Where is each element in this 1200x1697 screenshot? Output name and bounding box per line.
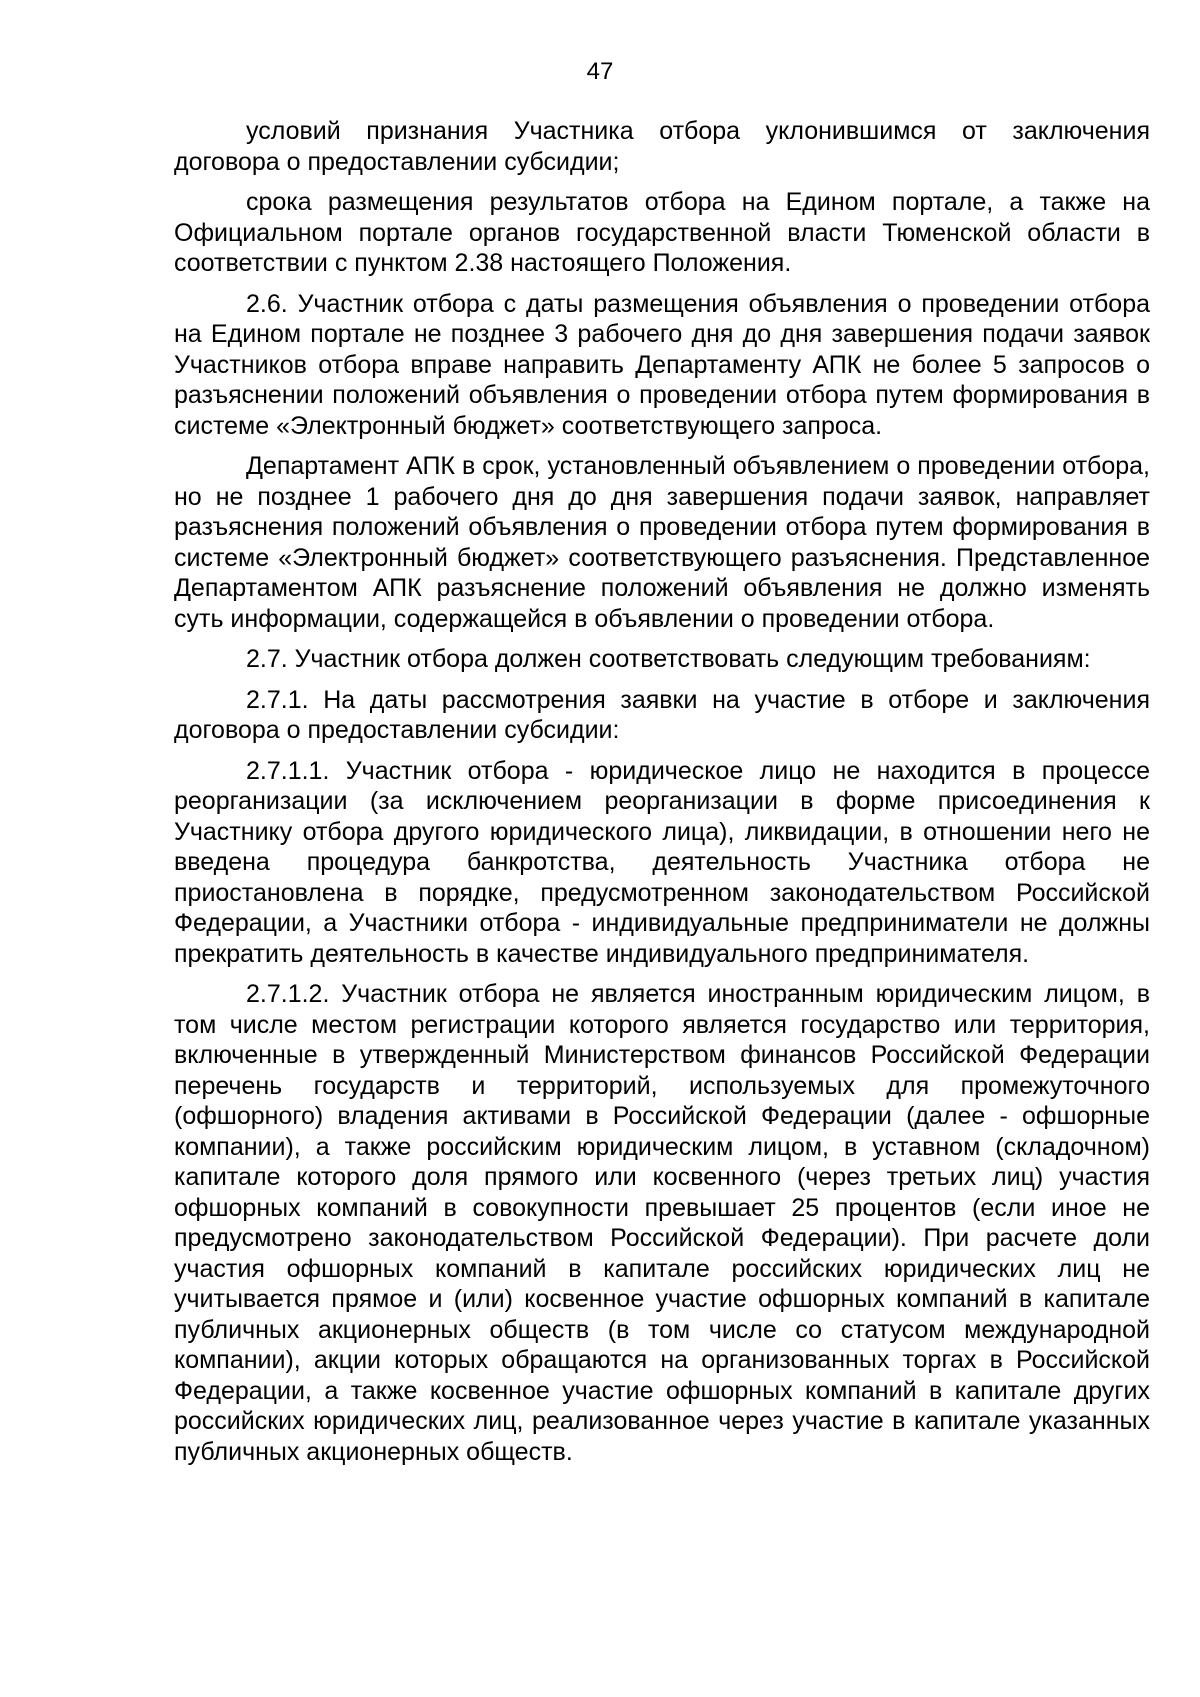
page-number: 47 xyxy=(586,58,614,85)
paragraph-2-6: 2.6. Участник отбора с даты размещения объявления о проведении отбора на Едином портале не позднее 3 рабочего дня до дня завершения подачи заявок Участников отбора вправе направить Департаменту АПК не более 5 запросов о разъяснении положений объявления о проведении отбора путем формирования в системе «Электронный бюджет» соответствующего запроса. xyxy=(174,289,1150,440)
paragraph-2-7-1: 2.7.1. На даты рассмотрения заявки на участие в отборе и заключения договора о предоставлении субсидии: xyxy=(174,685,1150,744)
paragraph-department-clarification: Департамент АПК в срок, установленный объявлением о проведении отбора, но не позднее 1 рабочего дня до дня завершения подачи заявок, направляет разъяснения положений объявления о проведении отбора путем формирования в системе «Электронный бюджет» соответствующего разъяснения. Представленное Департаментом АПК разъяснение положений объявления не должно изменять суть информации, содержащейся в объявлении о проведении отбора. xyxy=(174,452,1150,633)
paragraph-2-7: 2.7. Участник отбора должен соответствовать следующим требованиям: xyxy=(246,645,1091,673)
document-body xyxy=(174,116,1150,1477)
paragraph-conditions-evasion: условий признания Участника отбора уклонившимся от заключения договора о предоставлении субсидии; xyxy=(174,117,1150,176)
paragraph-2-7-1-1: 2.7.1.1. Участник отбора - юридическое лицо не находится в процессе реорганизации (за исключением реорганизации в форме присоединения к Участнику отбора другого юридического лица), ликвидации, в отношении него не введена процедура банкротства, деятельность Участника отбора не приостановлена в порядке, предусмотренном законодательством Российской Федерации, а Участники отбора - индивидуальные предприниматели не должны прекратить деятельность в качестве индивидуального предпринимателя. xyxy=(174,756,1150,968)
paragraph-2-7-1-2: 2.7.1.2. Участник отбора не является иностранным юридическим лицом, в том числе местом регистрации которого является государство или территория, включенные в утвержденный Министерством финансов Российской Федерации перечень государств и территорий, используемых для промежуточного (офшорного) владения активами в Российской Федерации (далее - офшорные компании), а также российским юридическим лицом, в уставном (складочном) капитале которого доля прямого или косвенного (через третьих лиц) участия офшорных компаний в совокупности превышает 25 процентов (если иное не предусмотрено законодательством Российской Федерации). При расчете доли участия офшорных компаний в капитале российских юридических лиц не учитывается прямое и (или) косвенное участие офшорных компаний в капитале публичных акционерных обществ (в том числе со статусом международной компании), акции которых обращаются на организованных торгах в Российской Федерации, а также косвенное участие офшорных компаний в капитале других российских юридических лиц, реализованное через участие в капитале указанных публичных акционерных обществ. xyxy=(174,980,1150,1466)
paragraph-results-deadline: срока размещения результатов отбора на Едином портале, а также на Официальном портале органов государственной власти Тюменской области в соответствии с пунктом 2.38 настоящего Положения. xyxy=(174,188,1150,277)
